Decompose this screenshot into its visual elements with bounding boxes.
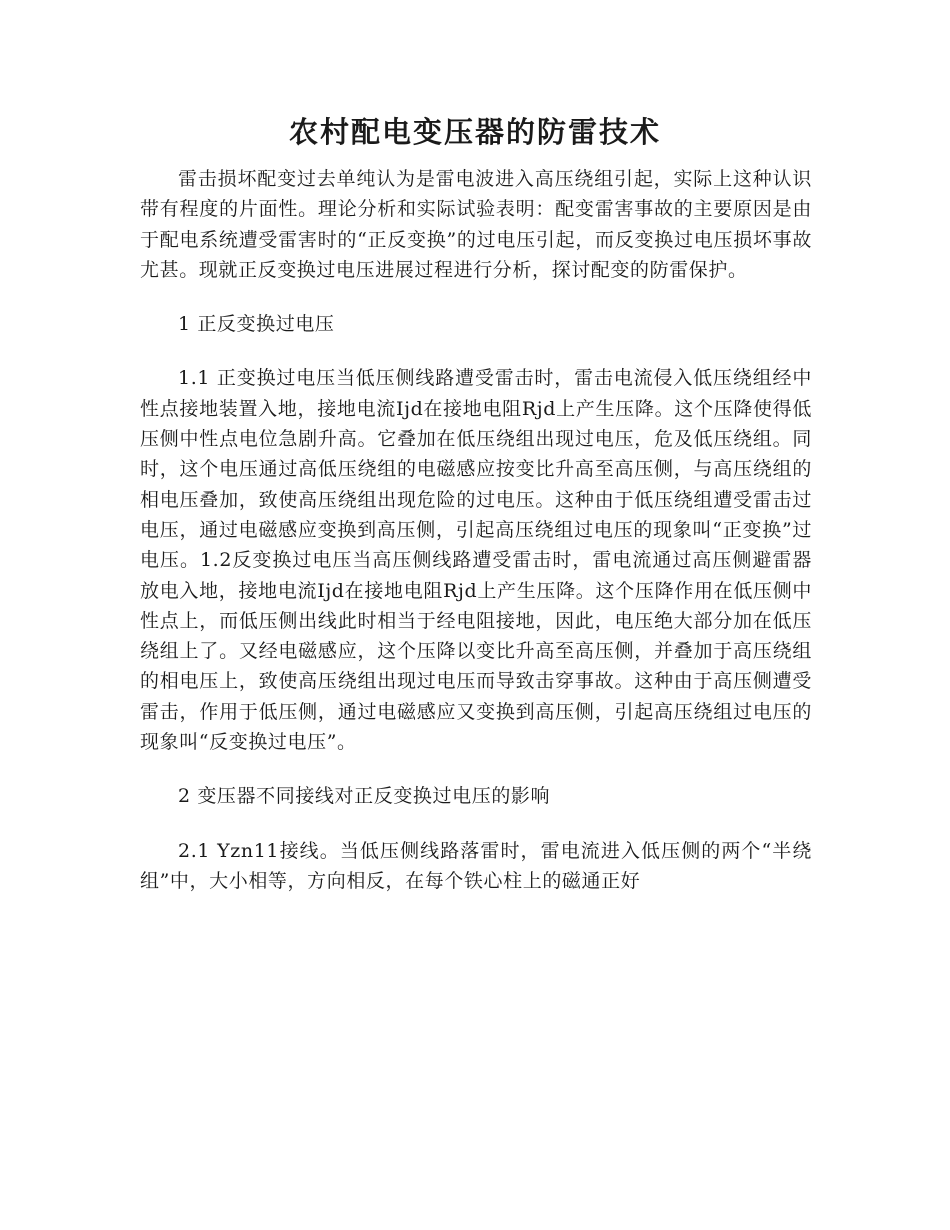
- intro-paragraph: 雷击损坏配变过去单纯认为是雷电波进入高压绕组引起，实际上这种认识带有程度的片面性。理论分析和实际试验表明：配变雷害事故的主要原因是由于配电系统遭受雷害时的“正反变换”的过电压引起，而反变换过电压损坏事故尤甚。现就正反变换过电压进展过程进行分析，探讨配变的防雷保护。: [140, 168, 812, 281]
- document-title: 农村配电变压器的防雷技术: [288, 115, 661, 149]
- section-1-paragraph: 1.1 正变换过电压当低压侧线路遭受雷击时，雷击电流侵入低压绕组经中性点接地装置入地，接地电流Ijd在接地电阻Rjd上产生压降。这个压降使得低压侧中性点电位急剧升高。它叠加在低压绕组出现过电压，危及低压绕组。同时，这个电压通过高低压绕组的电磁感应按变比升高至高压侧，与高压绕组的相电压叠加，致使高压绕组出现危险的过电压。这种由于低压绕组遭受雷击过电压，通过电磁感应变换到高压侧，引起高压绕组过电压的现象叫“正变换”过电压。1.2反变换过电压当高压侧线路遭受雷击时，雷电流通过高压侧避雷器放电入地，接地电流Ijd在接地电阻Rjd上产生压降。这个压降作用在低压侧中性点上，而低压侧出线此时相当于经电阻接地，因此，电压绝大部分加在低压绕组上了。又经电磁感应，这个压降以变比升高至高压侧，并叠加于高压绕组的相电压上，致使高压绕组出现过电压而导致击穿事故。这种由于高压侧遭受雷击，作用于低压侧，通过电磁感应又变换到高压侧，引起高压绕组过电压的现象叫“反变换过电压”。: [140, 367, 812, 754]
- section-heading-2: 2 变压器不同接线对正反变换过电压的影响: [178, 785, 551, 808]
- document-body: [140, 164, 812, 920]
- section-2-paragraph: 2.1 Yzn11接线。当低压侧线路落雷时，雷电流进入低压侧的两个“半绕组”中，大小相等，方向相反，在每个铁心柱上的磁通正好: [140, 839, 812, 892]
- section-heading-1: 1 正反变换过电压: [178, 313, 335, 336]
